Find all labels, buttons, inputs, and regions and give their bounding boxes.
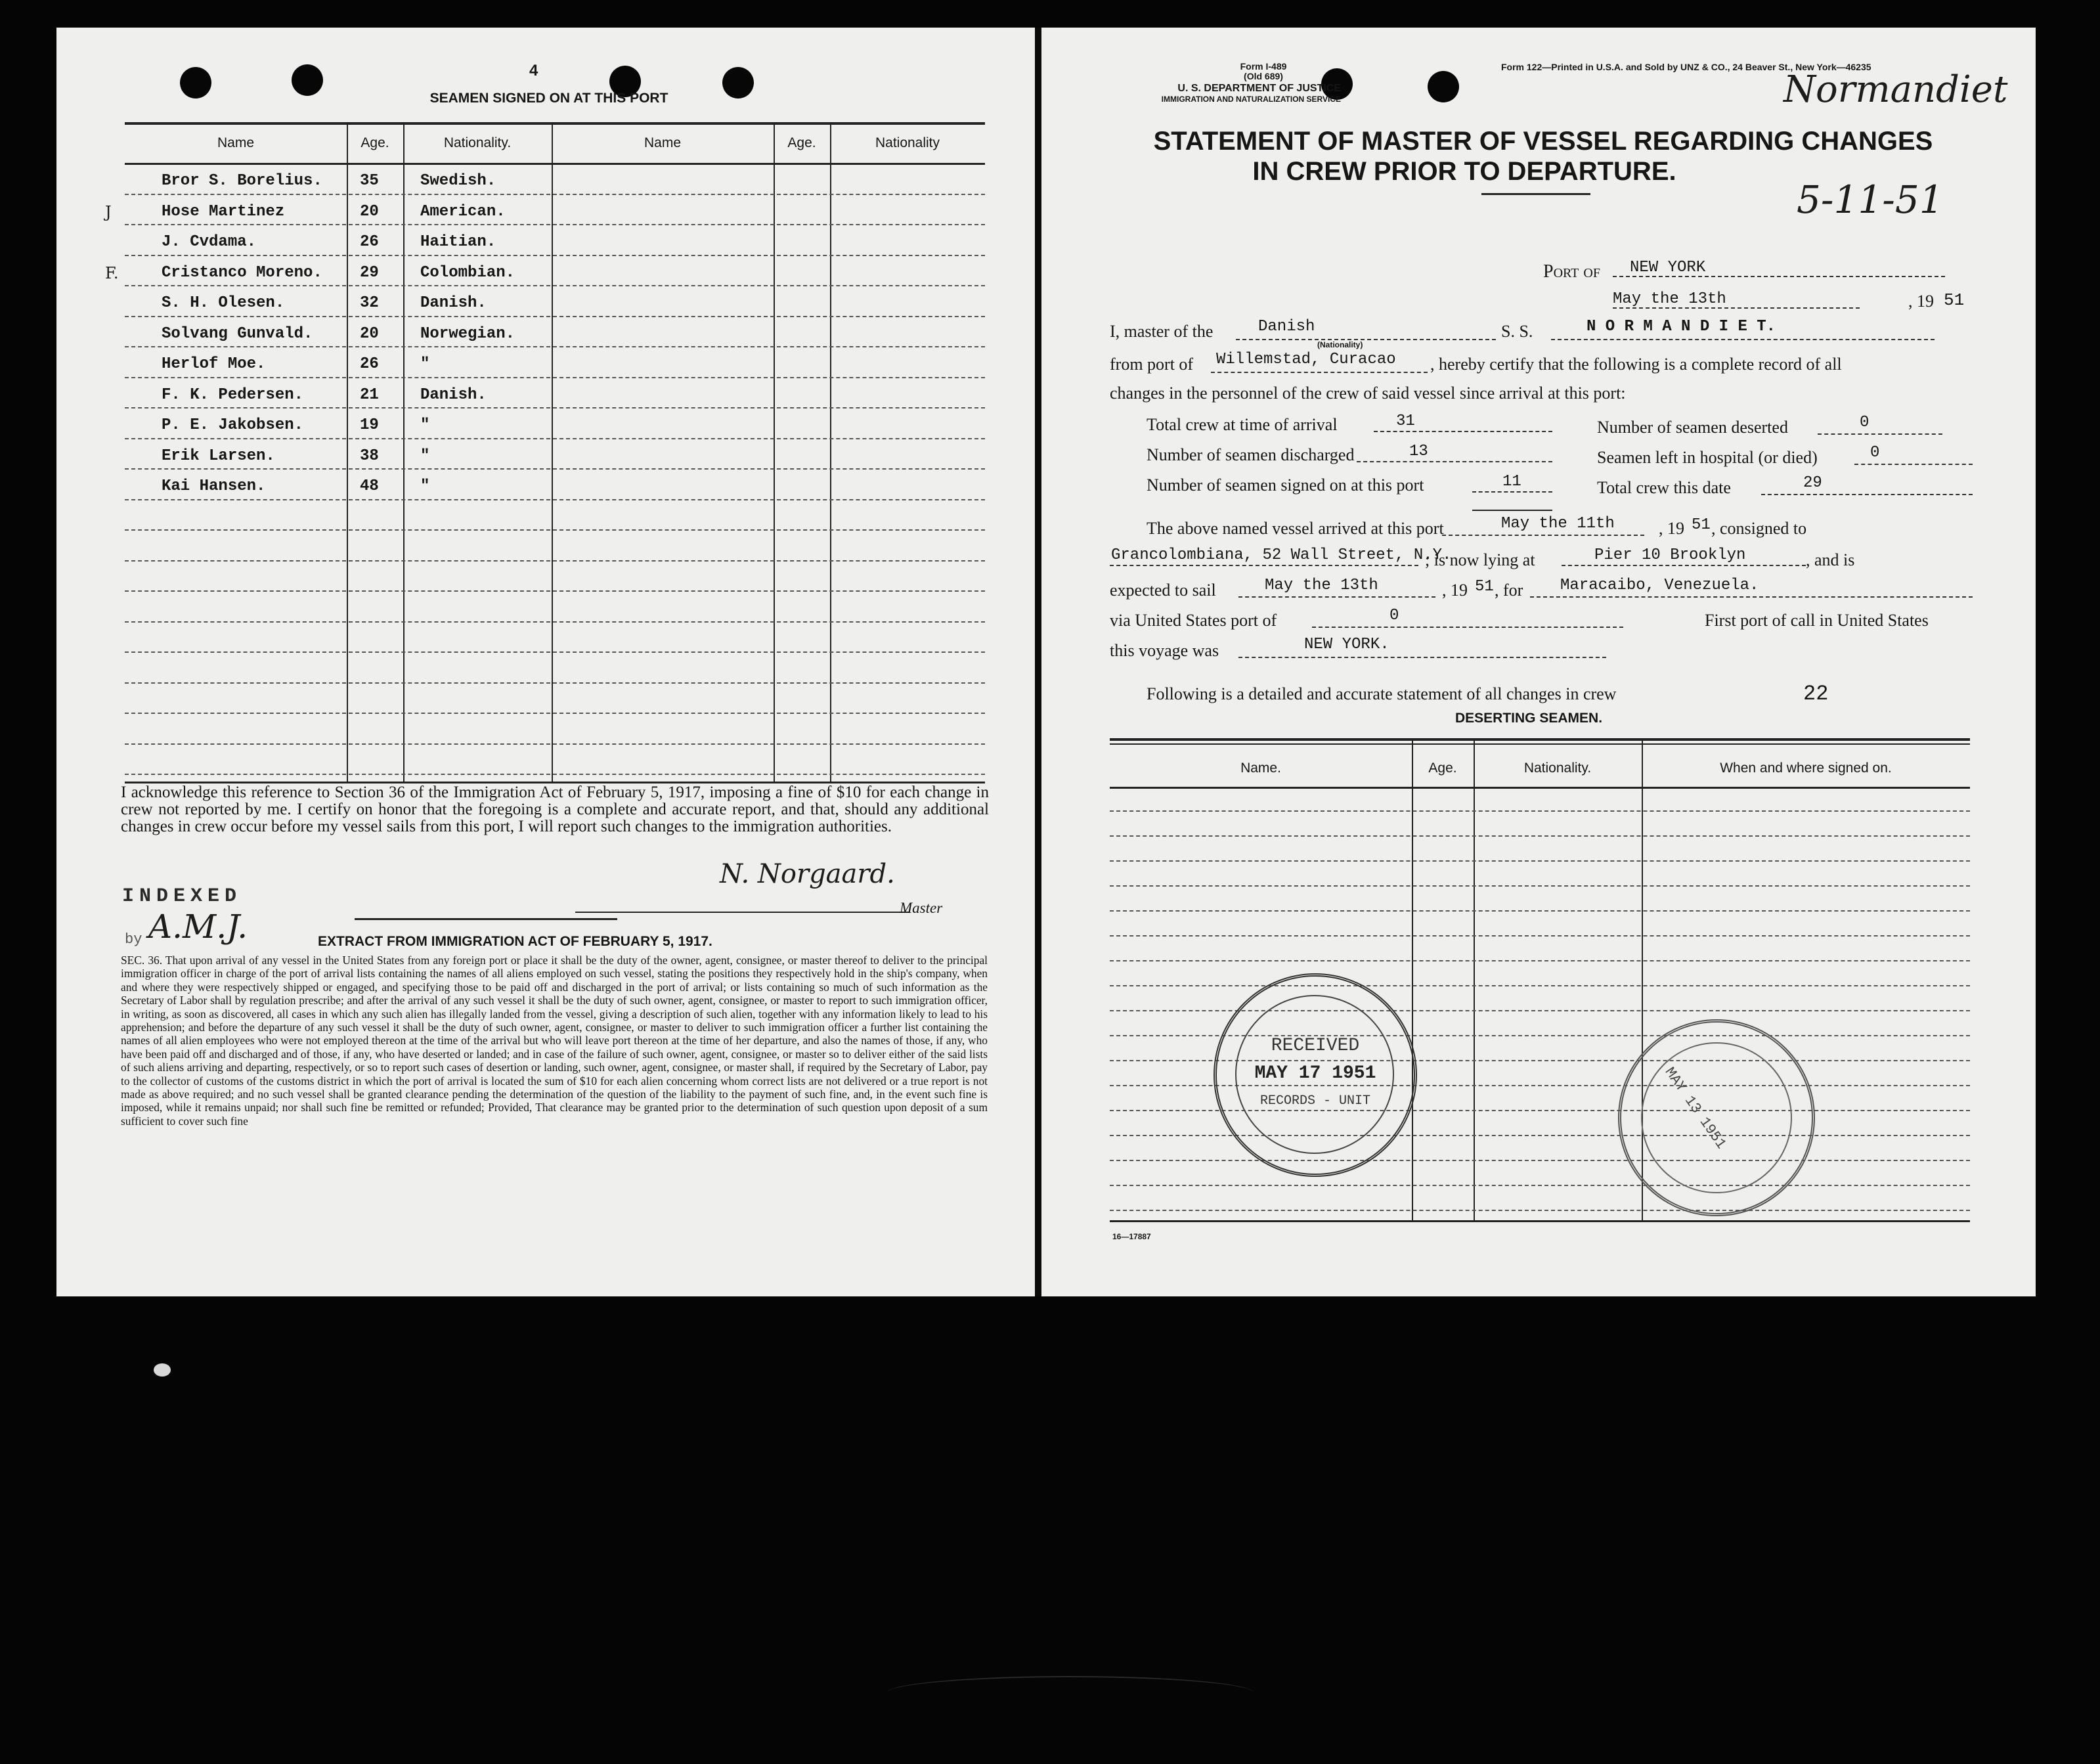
arrived-year: 51 (1692, 516, 1711, 534)
hospital-label: Seamen left in hospital (or died) (1597, 448, 1818, 467)
via-value: 0 (1389, 607, 1399, 625)
arrived-year-prefix: , 19 (1659, 519, 1684, 538)
table-row-line (125, 255, 985, 256)
deserting-title: DESERTING SEAMEN. (1455, 711, 1603, 726)
table-row-line (125, 224, 985, 225)
divider (1481, 193, 1590, 195)
clearance-stamp (1618, 1019, 1815, 1216)
consigned-label: , consigned to (1711, 519, 1807, 538)
form-old-number: (Old 689) (1244, 71, 1283, 81)
table-row-line (125, 438, 985, 439)
crew-table-title: SEAMEN SIGNED ON AT THIS PORT (429, 91, 668, 106)
table-row-line (1110, 960, 1970, 961)
extract-text: SEC. 36. That upon arrival of any vessel in the United States from any foreign port or place it shall be the duty of the owner, agent, consignee, or master thereof to deliver to the principal immigration officer in charge of the port of arrival lists containing the names of all aliens employed on such vessel, stating the positions they respectively hold in the ship's company, when and where they were respectively shipped or engaged, and specifying those to be paid off and discharged in the port of arrival; or lists containing so much of such information as the Secretary of Labor shall by regulation prescribe; and after the arrival of any such vessel it shall be the duty of such owner, agent, consignee, or master to report to such immigration officer, in writing, as soon as discovered, all cases in which any such alien has illegally landed from the vessel, giving a description of such alien, together with any information likely to lead to his apprehension; and before the departure of any such vessel it shall be the duty of such owner, agent, consignee, or master to deliver to such immigration officer a further list containing the names of all alien employees who were not employed thereon at the time of the arrival but who will leave port thereon at the time of her departure, and also the names of those, if any, who have been paid off and discharged and of those, if any, who have deserted or landed; and in case of the failure of such owner, agent, consignee, or master so to deliver either of the said lists of such aliens arriving and departing, respectively, or so to report such cases of desertion or landing, such owner, agent, consignee, or master shall, if required by the Secretary of Labor, pay to the collector of customs of the customs district in which the port of arrival is located the sum of $10 for each alien concerning whom correct lists are not delivered or a true report is not made as above required; and no such vessel shall be granted clearance pending the determination of the question of the liability to the payment of such fine, and, in the event such fine is imposed, while it remains unpaid; nor shall such fine be remitted or refunded; Provided, That clearance may be granted prior to the determination of such question upon deposit of a sum sufficient to cover such fine (121, 954, 988, 1128)
crew-nationality: Colombian. (420, 263, 515, 282)
sail-year-prefix: , 19 (1442, 581, 1468, 600)
extract-title: EXTRACT FROM IMMIGRATION ACT OF FEBRUARY 5, 1917. (318, 934, 712, 949)
page-gutter (1035, 28, 1041, 1296)
sail-date-field (1238, 596, 1435, 598)
crew-nationality: " (420, 355, 430, 373)
lying-label: ; is now lying at (1425, 550, 1535, 569)
column-header: Name. (1240, 761, 1281, 776)
table-row-line (125, 560, 985, 562)
discharged-field (1357, 461, 1552, 462)
port-of-label: Port of (1543, 261, 1600, 282)
master-of-label: I, master of the (1110, 322, 1214, 341)
page-number: 4 (529, 62, 538, 79)
discharged-label: Number of seamen discharged (1147, 445, 1355, 464)
deserted-field (1818, 433, 1942, 435)
for-label: , for (1495, 581, 1523, 600)
vessel-name: N O R M A N D I E T. (1586, 318, 1776, 336)
year-value: 51 (1944, 290, 1965, 310)
table-row-line (125, 468, 985, 470)
crew-name: Hose Martinez (162, 202, 285, 221)
crew-name: J. Cvdama. (162, 233, 257, 251)
and-is-label: , and is (1806, 550, 1855, 569)
column-header: Age. (787, 135, 816, 150)
table-row-line (125, 377, 985, 378)
table-row-line (1110, 835, 1970, 837)
total-crew-arrival-value: 31 (1396, 412, 1415, 430)
table-row-line (125, 346, 985, 347)
crew-age: 29 (360, 263, 379, 282)
expected-label: expected to sail (1110, 581, 1216, 600)
table-row-line (125, 682, 985, 684)
total-crew-date-field (1761, 494, 1973, 495)
printer-line: Form 122—Printed in U.S.A. and Sold by UNZ & CO., 24 Beaver St., New York—46235 (1501, 62, 1871, 72)
indexed-initials: A.M.J. (148, 908, 248, 946)
arrived-date: May the 11th (1501, 515, 1615, 533)
from-port-value: Willemstad, Curacao (1216, 351, 1396, 368)
stamp-records-unit: RECORDS - UNIT (1259, 1093, 1371, 1109)
punch-hole (292, 64, 323, 96)
voyage-field (1238, 657, 1606, 658)
nationality-value: Danish (1258, 318, 1315, 336)
vessel-name-field (1551, 339, 1935, 340)
crew-age: 32 (360, 294, 379, 312)
crew-name: F. K. Pedersen. (162, 386, 304, 404)
column-header: Age. (1428, 761, 1457, 776)
column-header: When and where signed on. (1720, 761, 1892, 776)
pier-value: Pier 10 Brooklyn (1594, 546, 1746, 564)
acknowledgment-text: I acknowledge this reference to Section 36 of the Immigration Act of February 5, 1917, imposing a fine of $10 for each change in crew not reported by me. I certify on honor that the foregoing is a complete and accurate report, and that, should any additional changes in crew occur before my vessel sails from this port, I will report such changes to the immigration authorities. (121, 783, 989, 835)
hospital-field (1854, 464, 1973, 465)
divider (1110, 743, 1970, 745)
table-row-line (125, 743, 985, 745)
consignee-field (1110, 565, 1418, 566)
handwritten-ship-name: Normandiet (1783, 68, 2008, 111)
master-label: Master (900, 900, 943, 916)
sail-date: May the 13th (1265, 577, 1378, 594)
following-label: Following is a detailed and accurate statement of all changes in crew (1147, 684, 1617, 703)
punch-hole (1428, 71, 1459, 102)
nationality-caption: (Nationality) (1317, 340, 1363, 349)
column-header: Name (644, 135, 682, 150)
crew-age: 21 (360, 386, 379, 404)
sail-year: 51 (1475, 578, 1494, 596)
stamp-inner-ring (1641, 1042, 1792, 1193)
nationality-field (1236, 339, 1496, 340)
table-row-line (125, 194, 985, 195)
indexed-stamp: INDEXED (122, 885, 242, 908)
table-row-line (125, 713, 985, 714)
following-number: 22 (1803, 682, 1829, 706)
crew-nationality: " (420, 447, 430, 465)
crew-name: Cristanco Moreno. (162, 263, 322, 282)
destination-value: Maracaibo, Venezuela. (1560, 577, 1759, 594)
first-call-label: First port of call in United States (1705, 611, 1929, 630)
column-header: Nationality (875, 135, 940, 150)
via-label: via United States port of (1110, 611, 1277, 630)
table-row-line (1110, 1210, 1970, 1211)
right-page (1041, 28, 2036, 1296)
crew-name-prefix: F. (105, 263, 119, 282)
table-row-line (1110, 1160, 1970, 1161)
crew-age: 38 (360, 447, 379, 465)
table-row-line (1110, 910, 1970, 912)
voyage-label: this voyage was (1110, 641, 1219, 660)
total-crew-date-value: 29 (1803, 474, 1822, 492)
column-divider (1474, 741, 1475, 1220)
signed-on-field (1472, 491, 1552, 493)
deserted-label: Number of seamen deserted (1597, 418, 1788, 437)
crew-name: S. H. Olesen. (162, 294, 285, 312)
from-port-label: from port of (1110, 355, 1194, 374)
divider (355, 918, 617, 920)
table-row-line (1110, 860, 1970, 862)
crew-age: 26 (360, 233, 379, 251)
punch-hole (180, 67, 211, 99)
crew-nationality: Haitian. (420, 233, 496, 251)
crew-name: Herlof Moe. (162, 355, 266, 373)
crew-nationality: " (420, 416, 430, 434)
table-row-line (125, 285, 985, 286)
left-page (56, 28, 1035, 1296)
form-title-line1: STATEMENT OF MASTER OF VESSEL REGARDING CHANGES (1153, 127, 1933, 156)
form-title-line2: IN CREW PRIOR TO DEPARTURE. (1252, 157, 1676, 186)
crew-nationality: American. (420, 202, 506, 221)
table-row-line (1110, 985, 1970, 986)
table-row-line (125, 499, 985, 500)
column-header: Name (217, 135, 255, 150)
footer-code: 16—17887 (1112, 1232, 1151, 1241)
table-row-line (125, 774, 985, 775)
column-header: Nationality. (443, 135, 512, 150)
crew-name: Solvang Gunvald. (162, 324, 313, 343)
column-divider (1412, 741, 1413, 1220)
table-row-line (1110, 1185, 1970, 1186)
stamp-received-date: MAY 17 1951 (1254, 1063, 1376, 1084)
form-number: Form I-489 (1240, 61, 1287, 72)
table-row-line (125, 590, 985, 592)
column-header: Age. (361, 135, 389, 150)
crew-age: 48 (360, 477, 379, 495)
pier-field (1562, 565, 1806, 566)
punch-hole (722, 67, 754, 99)
divider (1472, 510, 1552, 511)
crew-nationality: Swedish. (420, 172, 496, 190)
crew-age: 20 (360, 202, 379, 221)
from-port-field (1211, 372, 1428, 373)
via-field (1312, 627, 1623, 628)
port-of-value: NEW YORK (1630, 259, 1706, 276)
master-signature: N. Norgaard. (720, 859, 895, 889)
film-scratch (886, 1676, 1254, 1710)
certify-text: , hereby certify that the following is a complete record of all (1430, 355, 1842, 374)
department: U. S. DEPARTMENT OF JUSTICE (1177, 83, 1341, 94)
crew-name: Bror S. Borelius. (162, 172, 322, 190)
destination-field (1530, 596, 1973, 598)
date-value: May the 13th (1613, 290, 1726, 308)
deserted-value: 0 (1860, 414, 1870, 431)
handwritten-date: 5-11-51 (1797, 177, 1944, 222)
table-row-line (125, 621, 985, 623)
certify-text-continued: changes in the personnel of the crew of said vessel since arrival at this port: (1110, 384, 1626, 403)
arrived-field (1442, 535, 1644, 536)
crew-age: 19 (360, 416, 379, 434)
table-row-line (1110, 935, 1970, 937)
total-crew-arrival-field (1374, 431, 1552, 432)
crew-name: P. E. Jakobsen. (162, 416, 304, 434)
column-header: Nationality. (1523, 761, 1592, 776)
received-stamp (1214, 973, 1417, 1177)
crew-age: 26 (360, 355, 379, 373)
table-row-line (125, 651, 985, 653)
signed-on-value: 11 (1502, 473, 1521, 491)
crew-name: Kai Hansen. (162, 477, 266, 495)
signature-line (575, 912, 909, 913)
indexed-by-label: by (125, 931, 142, 948)
stamp-received-text: RECEIVED (1271, 1036, 1360, 1056)
form-title (1110, 126, 1977, 187)
table-row-line (1110, 885, 1970, 887)
total-crew-arrival-label: Total crew at time of arrival (1147, 415, 1338, 434)
stamp-clearance-date: MAY 13 1951 (1661, 1064, 1730, 1153)
year-prefix: , 19 (1908, 292, 1934, 311)
table-header (125, 125, 985, 165)
crew-nationality: Norwegian. (420, 324, 515, 343)
dust-speck (154, 1363, 171, 1377)
hospital-value: 0 (1870, 444, 1880, 462)
seamen-signed-on-table (105, 122, 985, 783)
table-row-line (125, 316, 985, 317)
signed-on-label: Number of seamen signed on at this port (1147, 475, 1424, 495)
service: IMMIGRATION AND NATURALIZATION SERVICE (1161, 95, 1341, 104)
crew-nationality: Danish. (420, 294, 487, 312)
total-crew-date-label: Total crew this date (1597, 478, 1731, 497)
arrived-label: The above named vessel arrived at this port (1147, 519, 1444, 538)
crew-age: 35 (360, 172, 379, 190)
table-row-line (1110, 810, 1970, 812)
form-number-block (1198, 62, 1329, 81)
table-row-line (125, 407, 985, 408)
crew-age: 20 (360, 324, 379, 343)
crew-name-prefix: J (105, 202, 112, 221)
consignee-value: Grancolombiana, 52 Wall Street, N.Y. (1111, 546, 1452, 564)
table-row-line (125, 529, 985, 531)
divider (1110, 787, 1970, 789)
deserting-seamen-table (1110, 738, 1970, 1222)
discharged-value: 13 (1409, 443, 1428, 460)
crew-name: Erik Larsen. (162, 447, 275, 465)
crew-nationality: Danish. (420, 386, 487, 404)
crew-nationality: " (420, 477, 430, 495)
ss-label: S. S. (1501, 322, 1533, 341)
voyage-value: NEW YORK. (1304, 636, 1389, 653)
